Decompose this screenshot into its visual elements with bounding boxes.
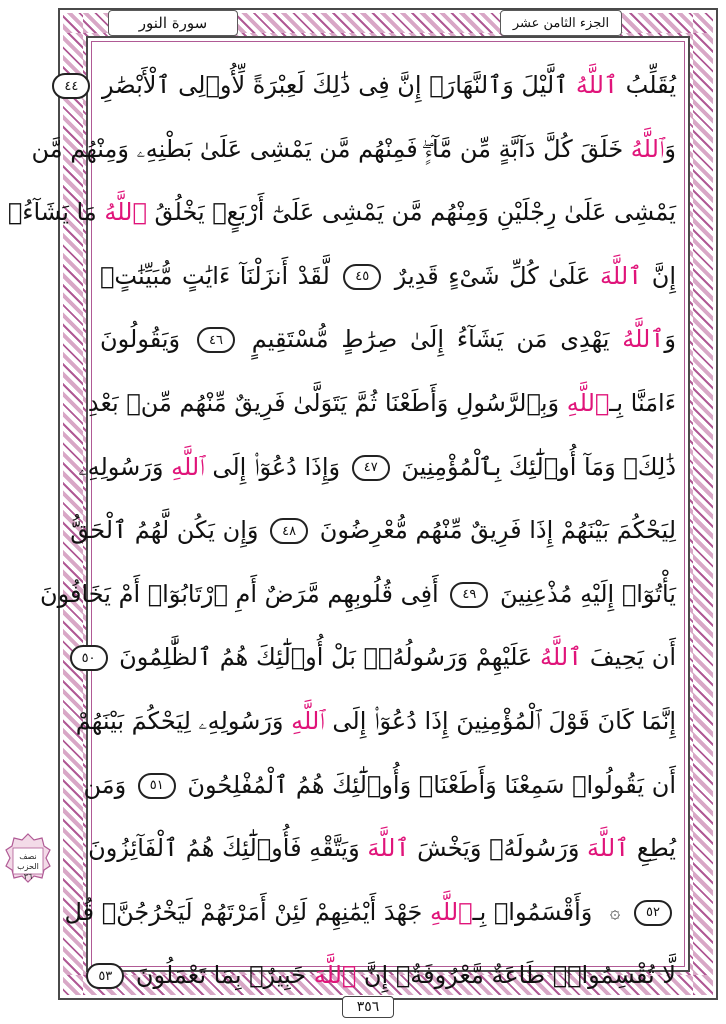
divine-name: ٱللَّهَ <box>587 834 630 863</box>
text-line <box>78 436 676 500</box>
verse-text: يُقَلِّبُ <box>618 71 676 99</box>
text-line <box>70 499 676 563</box>
text-line <box>39 563 676 627</box>
verse-text: يُطِعِ <box>629 834 676 863</box>
text-line <box>64 54 676 118</box>
verse-text: وَمَن <box>83 770 134 799</box>
divine-name: ٱللَّهَ <box>313 961 357 990</box>
verse-text: خَبِيرٌۢ بِمَا تَعْمَلُونَ <box>128 961 314 990</box>
page-number: ٣٥٦ <box>342 996 394 1018</box>
ayah-number-marker: ٤٤ <box>52 73 90 99</box>
text-line <box>100 245 676 309</box>
verse-text: أَن يَحِيفَ <box>582 643 676 672</box>
surah-title: سورة النور <box>108 10 238 36</box>
divine-name: ٱللَّهِ <box>291 706 325 735</box>
text-line <box>7 181 676 245</box>
hizb-marker-text <box>8 852 48 882</box>
hizb-line3: ٣٦ <box>23 872 33 881</box>
verse-text: يَمْشِى عَلَىٰ رِجْلَيْنِ وَمِنْهُم مَّن يَمْشِى عَلَىٰٓ أَرْبَعٍۚ يَخْلُقُ <box>146 198 676 227</box>
ayah-number-marker: ٤٥ <box>343 264 381 290</box>
verse-text: لَّا تُقْسِمُوا۟ۖ طَاعَةٌ مَّعْرُوفَةٌۚ إِنَّ <box>356 961 676 990</box>
ayah-number-marker: ٤٩ <box>450 582 488 608</box>
divine-name: ٱللَّهُ <box>622 325 665 354</box>
divine-name: ٱللَّهُ <box>575 71 619 99</box>
ayah-number-marker: ٥٠ <box>70 645 108 671</box>
text-line <box>83 754 676 818</box>
ayah-number-marker: ٤٧ <box>352 455 390 481</box>
verse-text: مَا يَشَآءُۚ <box>7 198 105 227</box>
verse-text: عَلَيْهِمْ وَرَسُولُهُۥۚ بَلْ أُو۟لَٰٓئِكَ هُمُ ٱلظَّٰلِمُونَ <box>111 643 540 672</box>
text-line <box>100 308 676 372</box>
hizb-line2: الحزب <box>17 862 39 871</box>
verse-text: عَلَىٰ كُلِّ شَىْءٍ قَدِيرٌ <box>385 261 601 290</box>
ayah-number-marker: ٤٦ <box>197 327 235 353</box>
verse-text: يَأْتُوٓا۟ إِلَيْهِ مُذْعِنِينَ <box>492 579 676 608</box>
verse-text: جَهْدَ أَيْمَٰنِهِمْ لَئِنْ أَمَرْتَهُمْ لَيَخْرُجُنَّۖ قُل <box>64 897 431 926</box>
juz-title: الجزء الثامن عشر <box>500 10 622 36</box>
verse-text: وَ <box>664 134 676 163</box>
text-line <box>87 372 676 436</box>
verse-text: وَرَسُولِهِۦ <box>78 452 172 481</box>
divine-name: ٱللَّهِ <box>171 452 205 481</box>
verse-text: وَيَتَّقْهِ فَأُو۟لَٰٓئِكَ هُمُ ٱلْفَآئِزُونَ <box>88 834 368 863</box>
verse-text: ذَٰلِكَۚ وَمَآ أُو۟لَٰٓئِكَ بِٱلْمُؤْمِنِينَ <box>393 452 676 481</box>
verse-text: أَن يَقُولُوا۟ سَمِعْنَا وَأَطَعْنَاۚ وَأُو۟لَٰٓئِكَ هُمُ ٱلْمُفْلِحُونَ <box>179 770 676 799</box>
verse-text: يَهْدِى مَن يَشَآءُ إِلَىٰ صِرَٰطٍ مُّسْتَقِيمٍ <box>238 325 623 354</box>
ayah-number-marker: ٥٢ <box>634 900 672 926</box>
ayah-number-marker: ٤٨ <box>270 518 308 544</box>
divine-name: ٱللَّهُ <box>630 134 665 163</box>
verse-text: ٱلَّيْلَ وَٱلنَّهَارَۚ إِنَّ فِى ذَٰلِكَ لَعِبْرَةً لِّأُو۟لِى ٱلْأَبْصَٰرِ <box>94 71 576 99</box>
verse-text: وَرَسُولَهُۥ وَيَخْشَ <box>409 834 588 863</box>
divine-name: ٱللَّهُ <box>540 643 583 672</box>
ayah-number-marker: ٥٣ <box>86 963 124 989</box>
divine-name: ٱللَّهِ <box>566 388 610 417</box>
text-line <box>75 690 676 754</box>
divine-name: ٱللَّهِ <box>430 897 473 926</box>
divine-name: ٱللَّهَ <box>367 834 410 863</box>
verse-text: إِنَّ <box>642 261 677 290</box>
verse-text: خَلَقَ كُلَّ دَآبَّةٍ مِّن مَّآءٍۖ فَمِنْهُم مَّن يَمْشِى عَلَىٰ بَطْنِهِۦ وَمِنْهُم مَّن <box>31 134 631 163</box>
text-line <box>88 817 676 881</box>
verse-text: لَّقَدْ أَنزَلْنَآ ءَايَٰتٍ مُّبَيِّنَٰتٍۚ <box>100 261 340 290</box>
verse-text: وَإِن يَكُن لَّهُمُ ٱلْحَقُّ <box>70 516 267 545</box>
verse-text: وَ <box>664 325 676 354</box>
text-line <box>64 881 676 945</box>
verse-text: ءَامَنَّا بِـ <box>609 388 676 417</box>
rub-el-hizb-icon: ۞ <box>609 901 621 923</box>
hizb-line1: نصف <box>19 852 37 861</box>
verse-text: وَرَسُولِهِۦ لِيَحْكُمَ بَيْنَهُمْ <box>75 706 292 735</box>
verse-text: وَيَقُولُونَ <box>100 325 193 354</box>
text-line <box>31 118 676 182</box>
text-line <box>81 626 676 690</box>
verse-text: إِنَّمَا كَانَ قَوْلَ ٱلْمُؤْمِنِينَ إِذَا دُعُوٓا۟ إِلَى <box>324 706 676 735</box>
divine-name: ٱللَّهَ <box>600 261 643 290</box>
ayah-number-marker: ٥١ <box>138 773 176 799</box>
verse-text: وَإِذَا دُعُوٓا۟ إِلَى <box>204 452 348 481</box>
verse-text: وَبِٱلرَّسُولِ وَأَطَعْنَا ثُمَّ يَتَوَلَّىٰ فَرِيقٌ مِّنْهُم مِّنۢ بَعْدِ <box>87 388 567 417</box>
verse-text: وَأَقْسَمُوا۟ بِـ <box>472 897 600 926</box>
verse-text: لِيَحْكُمَ بَيْنَهُمْ إِذَا فَرِيقٌ مِّنْهُم مُّعْرِضُونَ <box>312 516 676 545</box>
divine-name: ٱللَّهُ <box>104 198 147 227</box>
verse-text: أَفِى قُلُوبِهِم مَّرَضٌ أَمِ ٱرْتَابُوٓا۟ أَمْ يَخَافُونَ <box>39 579 447 608</box>
